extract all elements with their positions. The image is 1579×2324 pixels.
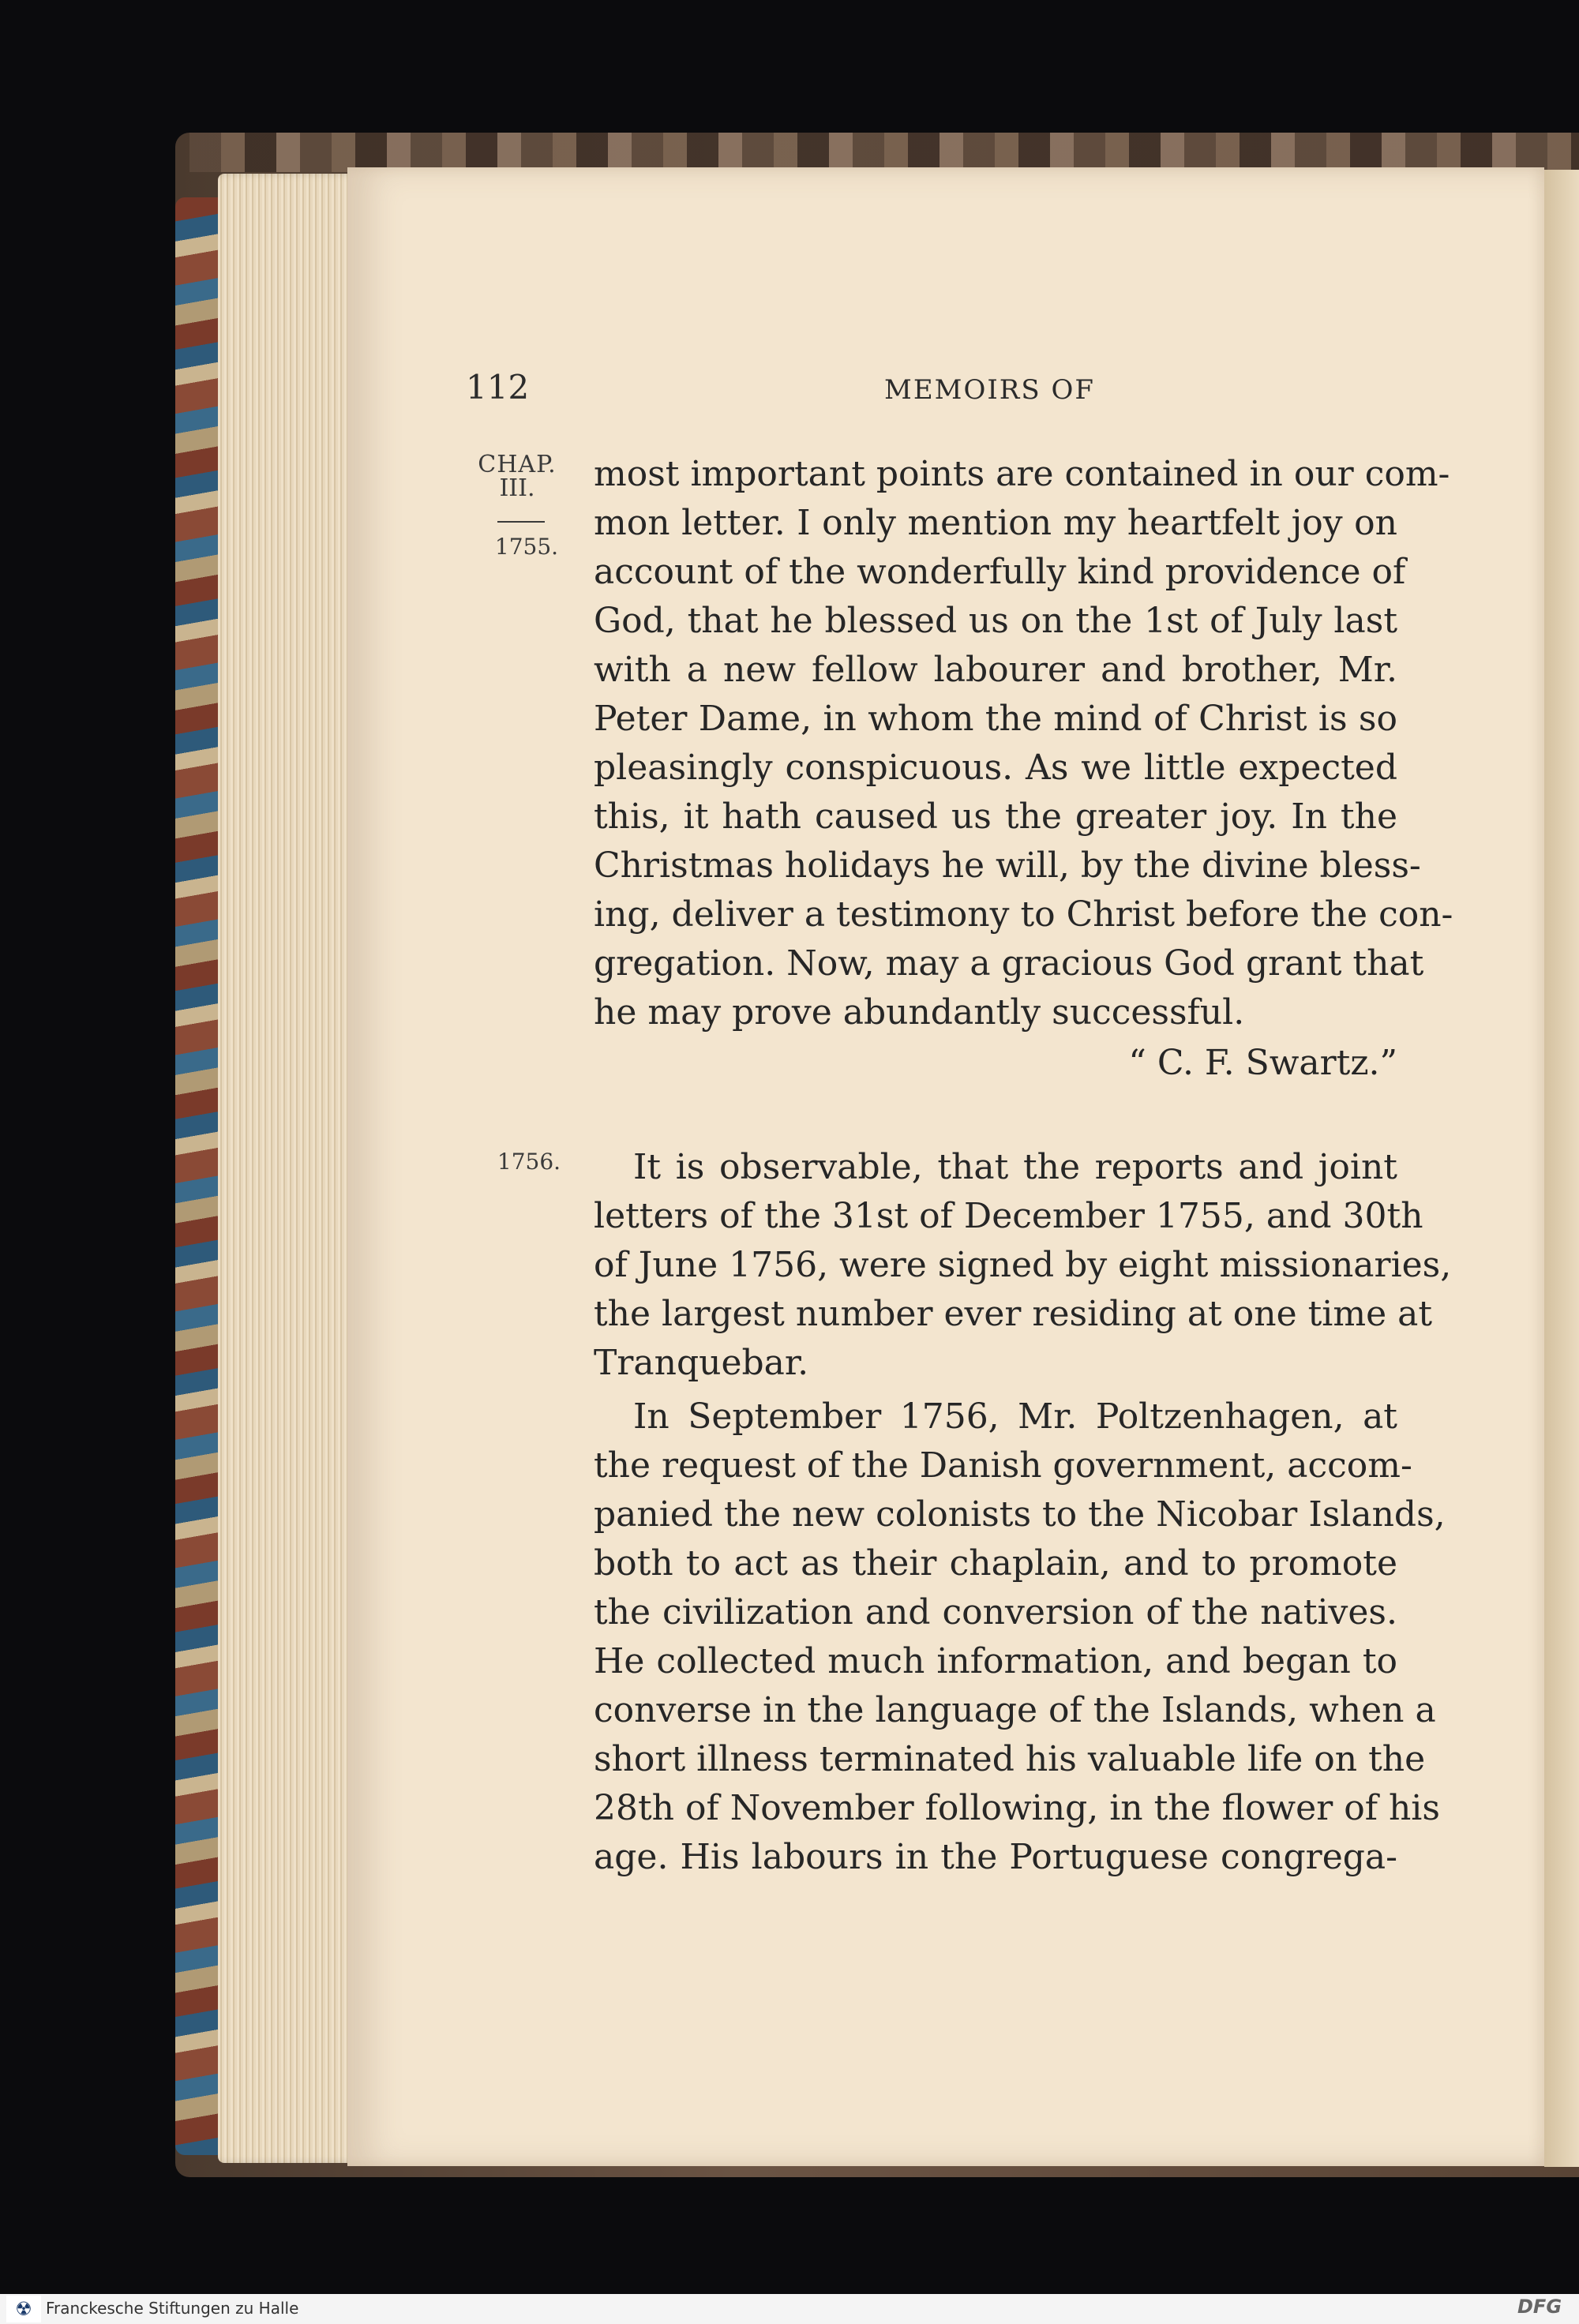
text-line: letters of the 31st of December 1755, and 30th [594,1196,1423,1236]
text-line: this, it hath caused us the greater joy. In the [594,797,1397,837]
text-line: God, that he blessed us on the 1st of July last [594,601,1397,641]
facing-page-edge [1544,170,1579,2167]
dfg-logo: DFG [1517,2296,1562,2318]
letter-signature: “ C. F. Swartz.” [1128,1043,1397,1083]
text-line: Peter Dame, in whom the mind of Christ is so [594,699,1397,739]
text-line: with a new fellow labourer and brother, Mr. [594,650,1397,690]
footer-institution: Franckesche Stiftungen zu Halle [46,2299,299,2318]
text-line: It is observable, that the reports and joint [633,1147,1397,1187]
text-line: gregation. Now, may a gracious God grant that [594,943,1424,984]
running-header [466,368,1397,412]
text-line: pleasingly conspicuous. As we little expected [594,748,1397,788]
text-line: In September 1756, Mr. Poltzenhagen, at [633,1396,1397,1437]
text-line: panied the new colonists to the Nicobar Islands, [594,1494,1446,1535]
text-line: the civilization and conversion of the natives. [594,1592,1397,1632]
page-number: 112 [466,368,530,407]
marbled-page-edge [175,197,223,2155]
cover-top-edge [189,133,1579,172]
text-line: age. His labours in the Portuguese congrega- [594,1837,1397,1877]
text-line: 28th of November following, in the flower of his [594,1788,1440,1828]
margin-year-1756: 1756. [497,1149,561,1175]
text-line: mon letter. I only mention my heartfelt joy on [594,503,1397,543]
page-stack [218,174,368,2163]
text-line: Christmas holidays he will, by the divine bless- [594,845,1421,886]
text-line: Tranquebar. [594,1343,809,1383]
text-line: he may prove abundantly successful. [594,992,1245,1033]
margin-year-1755: 1755. [494,534,559,560]
text-line: the request of the Danish government, accom- [594,1445,1412,1486]
margin-chapter-label: CHAP. [478,451,557,478]
institution-logo-icon: ☢ [6,2296,41,2322]
text-line: converse in the language of the Islands, when a [594,1690,1436,1730]
margin-chapter-number: III. [499,474,535,502]
text-line: He collected much information, and began to [594,1641,1397,1681]
text-line: ing, deliver a testimony to Christ before the con- [594,894,1453,935]
text-line: most important points are contained in our com- [594,454,1450,494]
text-line: both to act as their chaplain, and to promote [594,1543,1397,1584]
text-line: account of the wonderfully kind providence of [594,552,1406,592]
running-title: MEMOIRS OF [884,374,1095,406]
margin-rule [497,521,545,523]
text-line: of June 1756, were signed by eight missionaries, [594,1245,1452,1285]
text-line: the largest number ever residing at one time at [594,1294,1433,1334]
text-line: short illness terminated his valuable life on the [594,1739,1426,1779]
